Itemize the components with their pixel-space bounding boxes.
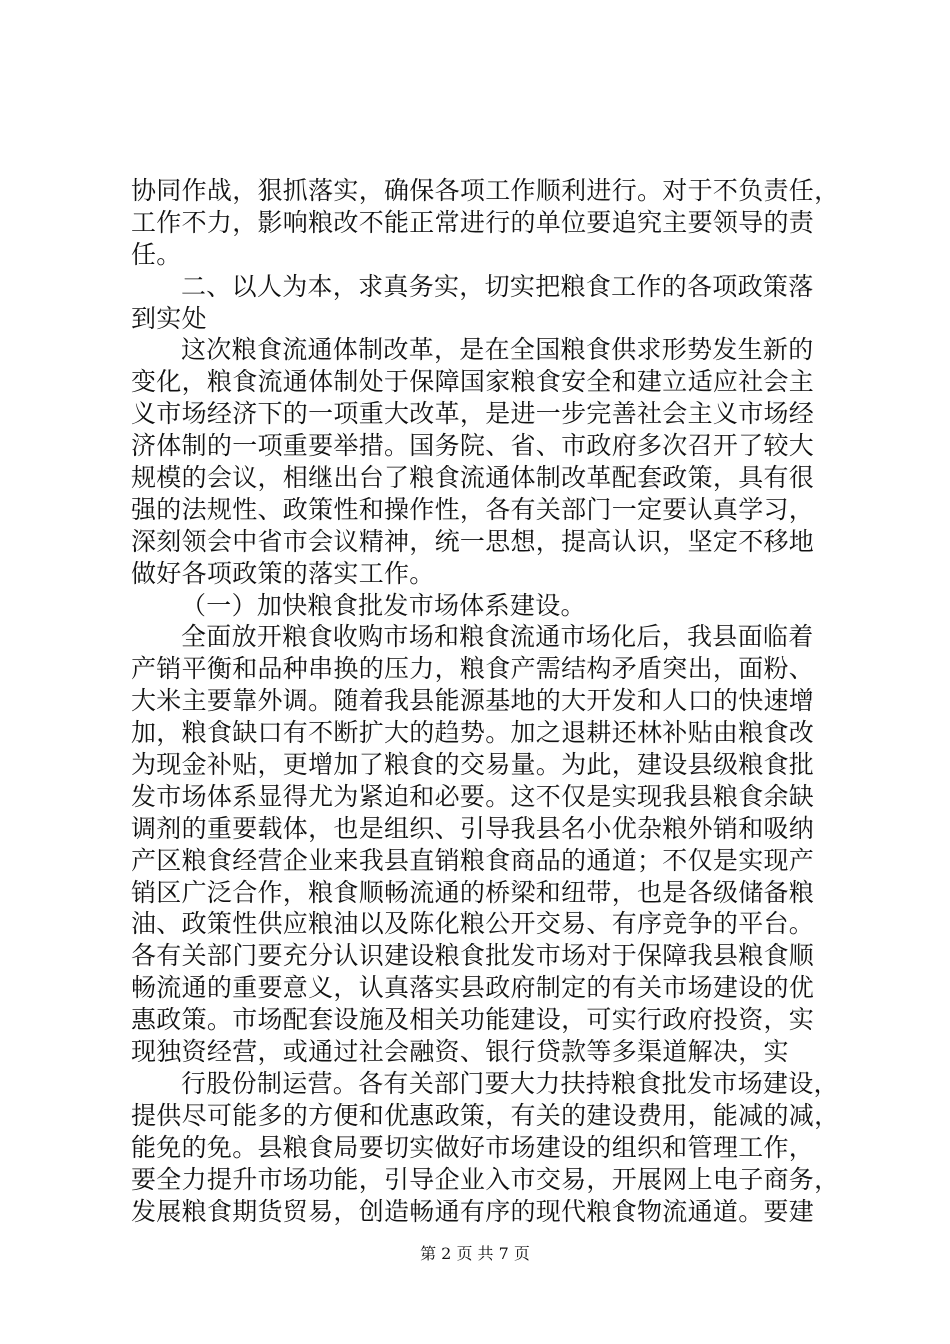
text-line: 变化，粮食流通体制处于保障国家粮食安全和建立适应社会主 — [131, 367, 815, 397]
text-line: 工作不力，影响粮改不能正常进行的单位要追究主要领导的责 — [131, 207, 815, 237]
text-line: 义市场经济下的一项重大改革，是进一步完善社会主义市场经 — [131, 399, 815, 429]
text-line: 发展粮食期货贸易，创造畅通有序的现代粮食物流通道。要建 — [131, 1196, 815, 1226]
text-line: 任。 — [131, 239, 182, 269]
text-line: 到实处 — [131, 303, 207, 333]
text-line: 惠政策。市场配套设施及相关功能建设，可实行政府投资，实 — [131, 1005, 815, 1035]
text-line: 深刻领会中省市会议精神，统一思想，提高认识，坚定不移地 — [131, 526, 815, 556]
page-footer: 第 2 页 共 7 页 — [420, 1244, 530, 1263]
text-line: 产区粮食经营企业来我县直销粮食商品的通道；不仅是实现产 — [131, 845, 815, 875]
text-line: 二、以人为本，求真务实，切实把粮食工作的各项政策落 — [181, 271, 814, 301]
text-line: 规模的会议，相继出台了粮食流通体制改革配套政策，具有很 — [131, 463, 815, 493]
text-line: 畅流通的重要意义，认真落实县政府制定的有关市场建设的优 — [131, 973, 815, 1003]
text-line: 全面放开粮食收购市场和粮食流通市场化后，我县面临着 — [181, 622, 814, 652]
text-line: 油、政策性供应粮油以及陈化粮公开交易、有序竞争的平台。 — [131, 909, 815, 939]
text-line: 这次粮食流通体制改革，是在全国粮食供求形势发生新的 — [181, 335, 814, 365]
text-line: 济体制的一项重要举措。国务院、省、市政府多次召开了较大 — [131, 431, 815, 461]
text-line: 现独资经营，或通过社会融资、银行贷款等多渠道解决，实 — [131, 1037, 789, 1067]
text-line: 产销平衡和品种串换的压力，粮食产需结构矛盾突出，面粉、 — [131, 654, 815, 684]
text-line: 行股份制运营。各有关部门要大力扶持粮食批发市场建设， — [181, 1068, 839, 1098]
text-line: 加，粮食缺口有不断扩大的趋势。加之退耕还林补贴由粮食改 — [131, 718, 815, 748]
text-line: 各有关部门要充分认识建设粮食批发市场对于保障我县粮食顺 — [131, 941, 815, 971]
text-line: 强的法规性、政策性和操作性，各有关部门一定要认真学习， — [131, 494, 815, 524]
text-line: 协同作战，狠抓落实，确保各项工作顺利进行。对于不负责任， — [131, 176, 840, 205]
body-text — [131, 175, 840, 1227]
text-line: 发市场体系显得尤为紧迫和必要。这不仅是实现我县粮食余缺 — [131, 781, 815, 811]
text-line: 做好各项政策的落实工作。 — [131, 558, 435, 588]
text-line: （一）加快粮食批发市场体系建设。 — [181, 590, 586, 620]
text-line: 销区广泛合作，粮食顺畅流通的桥梁和纽带，也是各级储备粮 — [131, 877, 815, 907]
text-line: 提供尽可能多的方便和优惠政策，有关的建设费用，能减的减， — [131, 1100, 840, 1130]
text-line: 大米主要靠外调。随着我县能源基地的大开发和人口的快速增 — [131, 686, 815, 716]
text-line: 调剂的重要载体，也是组织、引导我县名小优杂粮外销和吸纳 — [131, 813, 815, 843]
text-line: 要全力提升市场功能，引导企业入市交易，开展网上电子商务， — [131, 1164, 840, 1194]
text-line: 能免的免。县粮食局要切实做好市场建设的组织和管理工作， — [131, 1132, 815, 1162]
text-line: 为现金补贴，更增加了粮食的交易量。为此，建设县级粮食批 — [131, 750, 815, 780]
